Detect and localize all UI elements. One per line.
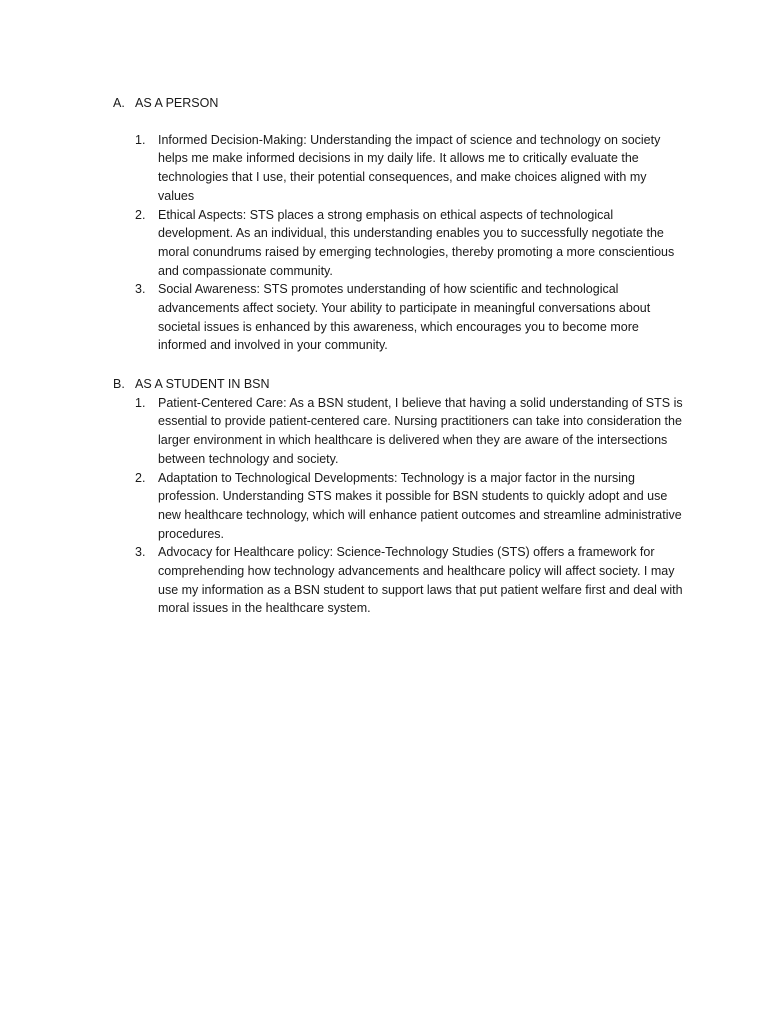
list-item-number: 1.: [135, 132, 146, 147]
list-item: [113, 543, 683, 618]
section-as-a-person: [113, 94, 683, 355]
list-item-text: Social Awareness: STS promotes understanding of how scientific and technological advancements affect society. Your ability to participate in meaningful conversations about societal issues is enhanced by this awareness, which encourages you to become more informed and involved in your community.: [158, 282, 651, 353]
list-item-number: 3.: [135, 545, 146, 560]
section-title: AS A STUDENT IN BSN: [135, 377, 270, 391]
list-item-number: 1.: [135, 395, 146, 410]
list-item-text: Advocacy for Healthcare policy: Science-Technology Studies (STS) offers a framework for comprehending how technology advancements and healthcare policy will affect society. I may use my information as a BSN student to support laws that put patient welfare first and deal with moral issues in the healthcare system.: [158, 545, 683, 616]
list-item: [113, 131, 683, 206]
list-item: [113, 206, 683, 281]
list-item-number: 2.: [135, 207, 146, 222]
list-item-text: Adaptation to Technological Developments: Technology is a major factor in the nursing profession. Understanding STS makes it possible for BSN students to quickly adopt and use new healthcare technology, which will enhance patient outcomes and streamline administrative procedures.: [158, 470, 682, 541]
list-item-text: Patient-Centered Care: As a BSN student, I believe that having a solid understanding of STS is essential to provide patient-centered care. Nursing practitioners can take into consideration the larger environment in which healthcare is delivered when they are aware of the intersections between technology and society.: [158, 395, 683, 466]
numbered-list: [113, 131, 683, 355]
section-heading: [113, 375, 683, 394]
section-as-a-student-in-bsn: [113, 375, 683, 618]
section-marker: A.: [113, 96, 125, 110]
list-item-text: Informed Decision-Making: Understanding the impact of science and technology on society helps me make informed decisions in my daily life. It allows me to critically evaluate the technologies that I use, their potential consequences, and make choices aligned with my values: [158, 132, 661, 203]
section-heading: [113, 94, 683, 113]
list-item: [113, 469, 683, 544]
list-item: [113, 394, 683, 469]
numbered-list: [113, 394, 683, 618]
list-item: [113, 280, 683, 355]
list-item-number: 2.: [135, 470, 146, 485]
list-item-number: 3.: [135, 282, 146, 297]
list-item-text: Ethical Aspects: STS places a strong emphasis on ethical aspects of technological development. As an individual, this understanding enables you to successfully negotiate the moral conundrums raised by emerging technologies, thereby promoting a more conscientious and compassionate community.: [158, 207, 675, 278]
section-marker: B.: [113, 377, 125, 391]
section-title: AS A PERSON: [135, 96, 219, 110]
